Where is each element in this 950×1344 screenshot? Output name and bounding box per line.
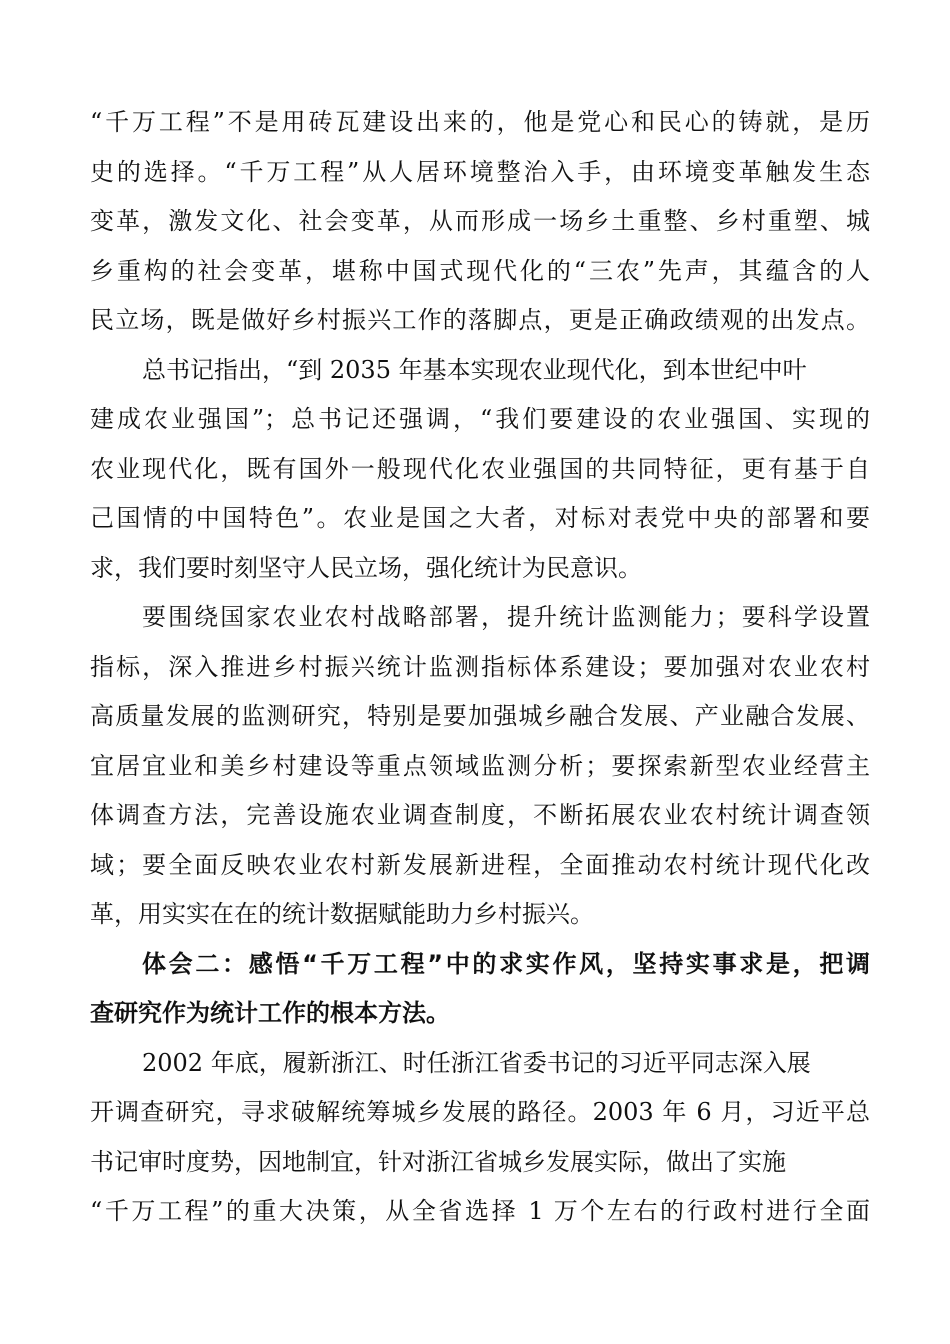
paragraph-line: 域；要全面反映农业农村新发展新进程，全面推动农村统计现代化改 <box>90 851 870 879</box>
paragraph-line: 宜居宜业和美乡村建设等重点领域监测分析；要探索新型农业经营主 <box>90 752 870 780</box>
section-heading: 体会二：感悟“千万工程”中的求实作风，坚持实事求是，把调 <box>142 950 870 978</box>
paragraph-line: 求，我们要时刻坚守人民立场，强化统计为民意识。 <box>90 554 642 582</box>
paragraph-line: 变革，激发文化、社会变革，从而形成一场乡土重整、乡村重塑、城 <box>90 207 870 235</box>
paragraph-line: 总书记指出，“到 2035 年基本实现农业现代化，到本世纪中叶 <box>142 356 807 384</box>
section-heading: 查研究作为统计工作的根本方法。 <box>90 999 450 1027</box>
paragraph-line: 乡重构的社会变革，堪称中国式现代化的“三农”先声，其蕴含的人 <box>90 257 870 285</box>
paragraph-line: “千万工程”不是用砖瓦建设出来的，他是党心和民心的铸就，是历 <box>90 108 870 136</box>
paragraph-line: 史的选择。“千万工程”从人居环境整治入手，由环境变革触发生态 <box>90 158 870 186</box>
paragraph-line: 要围绕国家农业农村战略部署，提升统计监测能力；要科学设置 <box>142 603 870 631</box>
paragraph-line: 高质量发展的监测研究，特别是要加强城乡融合发展、产业融合发展、 <box>90 702 870 730</box>
paragraph-line: 建成农业强国”；总书记还强调，“我们要建设的农业强国、实现的 <box>90 405 870 433</box>
paragraph-line: 革，用实实在在的统计数据赋能助力乡村振兴。 <box>90 900 594 928</box>
paragraph-line: 2002 年底，履新浙江、时任浙江省委书记的习近平同志深入展 <box>142 1049 811 1077</box>
paragraph-line: “千万工程”的重大决策，从全省选择 1 万个左右的行政村进行全面 <box>90 1197 870 1225</box>
paragraph-line: 己国情的中国特色”。农业是国之大者，对标对表党中央的部署和要 <box>90 504 870 532</box>
paragraph-line: 体调查方法，完善设施农业调查制度，不断拓展农业农村统计调查领 <box>90 801 870 829</box>
paragraph-line: 指标，深入推进乡村振兴统计监测指标体系建设；要加强对农业农村 <box>90 653 870 681</box>
paragraph-line: 农业现代化，既有国外一般现代化农业强国的共同特征，更有基于自 <box>90 455 870 483</box>
paragraph-line: 开调查研究，寻求破解统筹城乡发展的路径。2003 年 6 月，习近平总 <box>90 1098 870 1126</box>
paragraph-line: 民立场，既是做好乡村振兴工作的落脚点，更是正确政绩观的出发点。 <box>90 306 870 334</box>
paragraph-line: 书记审时度势，因地制宜，针对浙江省城乡发展实际，做出了实施 <box>90 1148 786 1176</box>
